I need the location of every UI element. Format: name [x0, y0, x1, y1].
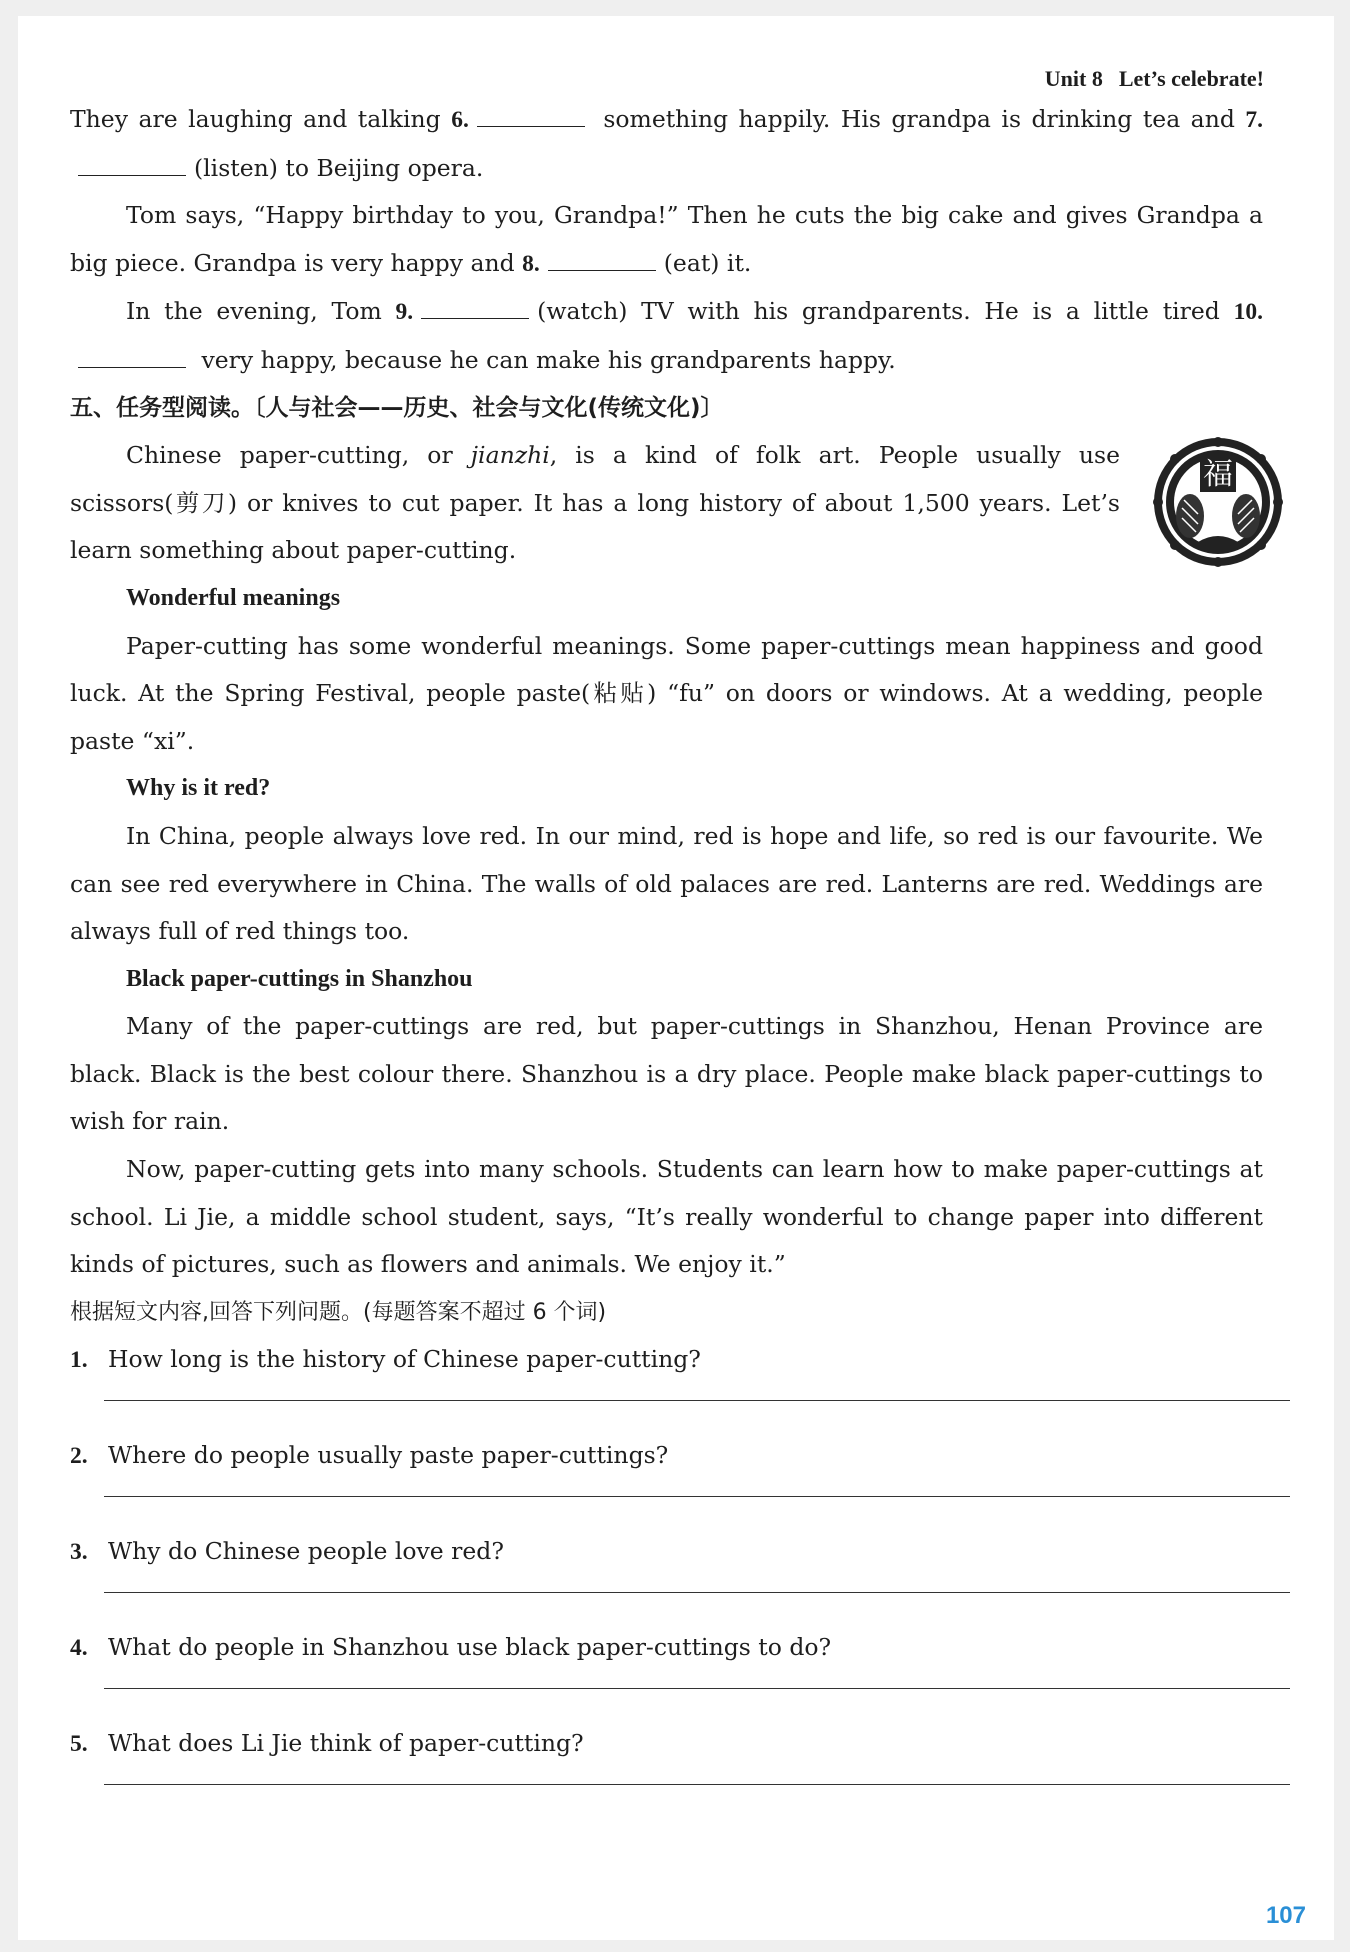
reading-intro [70, 432, 1233, 575]
cloze-text: something happily. His grandpa is drinking tea and [603, 105, 1235, 133]
question-text: How long is the history of Chinese paper-cutting? [108, 1345, 701, 1374]
reading-paragraph-1: Paper-cutting has some wonderful meanings. Some paper-cuttings mean happiness and good luck. At the Spring Festival, people paste(粘贴) “fu” on doors or windows. At a wedding, people paste “xi”. [70, 631, 1263, 755]
cloze-paragraph-1 [70, 96, 1263, 192]
reading-paragraph-2: In China, people always love red. In our mind, red is hope and life, so red is our favourite. We can see red everywhere in China. The walls of old palaces are red. Lanterns are red. Weddings are always full of red things too. [70, 821, 1263, 946]
question-text: Where do people usually paste paper-cuttings? [108, 1441, 669, 1470]
question-item [70, 1336, 1263, 1432]
blank-number: 8. [522, 250, 540, 277]
unit-label: Unit 8 [1044, 66, 1103, 91]
answer-line-3[interactable] [104, 1592, 1290, 1593]
subheading-wonderful-meanings: Wonderful meanings [126, 584, 341, 611]
cloze-text: In the evening, Tom [126, 297, 382, 326]
paper-cutting-image [1150, 434, 1286, 570]
answer-blank-6[interactable] [477, 100, 585, 127]
question-item [70, 1720, 1263, 1816]
question-number: 4. [70, 1635, 88, 1662]
question-text: What do people in Shanzhou use black paper-cuttings to do? [108, 1633, 832, 1662]
answer-blank-7[interactable] [78, 149, 186, 176]
blank-number: 6. [451, 107, 469, 133]
intro-text: , is a kind of folk art. People usually use scissors(剪刀) or knives to cut paper. It has a long history of about 1,500 years. Let’s learn something about paper-cutting. [70, 441, 1120, 565]
answer-line-1[interactable] [104, 1400, 1290, 1401]
reading-paragraph-4: Now, paper-cutting gets into many schools. Students can learn how to make paper-cuttings at school. Li Jie, a middle school student, says, “It’s really wonderful to change paper into different kinds of pictures, such as flowers and animals. We enjoy it.” [70, 1155, 1263, 1279]
page-number: 107 [1265, 1902, 1306, 1929]
intro-paragraph [70, 432, 1120, 575]
fu-character: 福 [1203, 457, 1233, 493]
intro-italic-term: jianzhi [470, 441, 550, 470]
question-text: Why do Chinese people love red? [108, 1537, 504, 1566]
cloze-text: (eat) it. [663, 248, 752, 277]
cloze-text: very happy, because he can make his grandparents happy. [201, 345, 896, 374]
question-item [70, 1432, 1263, 1528]
reading-paragraph-3: Many of the paper-cuttings are red, but paper-cuttings in Shanzhou, Henan Province are black. Black is the best colour there. Shanzhou is a dry place. People make black paper-cuttings to wish for rain. [70, 1012, 1263, 1136]
answer-line-4[interactable] [104, 1688, 1290, 1689]
question-item [70, 1624, 1263, 1720]
cloze-paragraph-3 [70, 288, 1263, 384]
question-text: What does Li Jie think of paper-cutting? [108, 1729, 584, 1758]
blank-number: 10. [1233, 299, 1263, 326]
cloze-text: They are laughing and talking [70, 105, 441, 133]
page-content [70, 96, 1263, 1816]
question-number: 3. [70, 1539, 88, 1566]
answer-line-5[interactable] [104, 1784, 1290, 1785]
subheading-why-red: Why is it red? [126, 775, 271, 802]
question-number: 2. [70, 1443, 88, 1470]
answer-blank-8[interactable] [548, 244, 656, 271]
subheading-black-paper-cuttings: Black paper-cuttings in Shanzhou [126, 965, 473, 992]
question-instructions: 根据短文内容,回答下列问题。(每题答案不超过 6 个词) [70, 1299, 607, 1325]
answer-line-2[interactable] [104, 1496, 1290, 1497]
question-item [70, 1528, 1263, 1624]
unit-title: Let’s celebrate! [1118, 66, 1264, 91]
answer-blank-10[interactable] [78, 341, 186, 368]
question-number: 1. [70, 1347, 88, 1374]
section-title: 五、任务型阅读。〔人与社会——历史、社会与文化(传统文化)〕 [70, 394, 724, 421]
blank-number: 9. [395, 299, 414, 326]
intro-text: Chinese paper-cutting, or [126, 441, 453, 470]
cloze-text: Tom says, “Happy birthday to you, Grandpa!” Then he cuts the big cake and gives Grandpa a big piece. Grandpa is very happy and [70, 201, 1263, 277]
cloze-text: (watch) TV with his grandparents. He is a little tired [537, 297, 1220, 326]
answer-blank-9[interactable] [421, 292, 529, 319]
cloze-text: (listen) to Beijing opera. [194, 153, 484, 182]
cloze-paragraph-2 [70, 192, 1263, 288]
running-header [1045, 66, 1264, 92]
blank-number: 7. [1245, 107, 1263, 133]
question-number: 5. [70, 1731, 88, 1758]
